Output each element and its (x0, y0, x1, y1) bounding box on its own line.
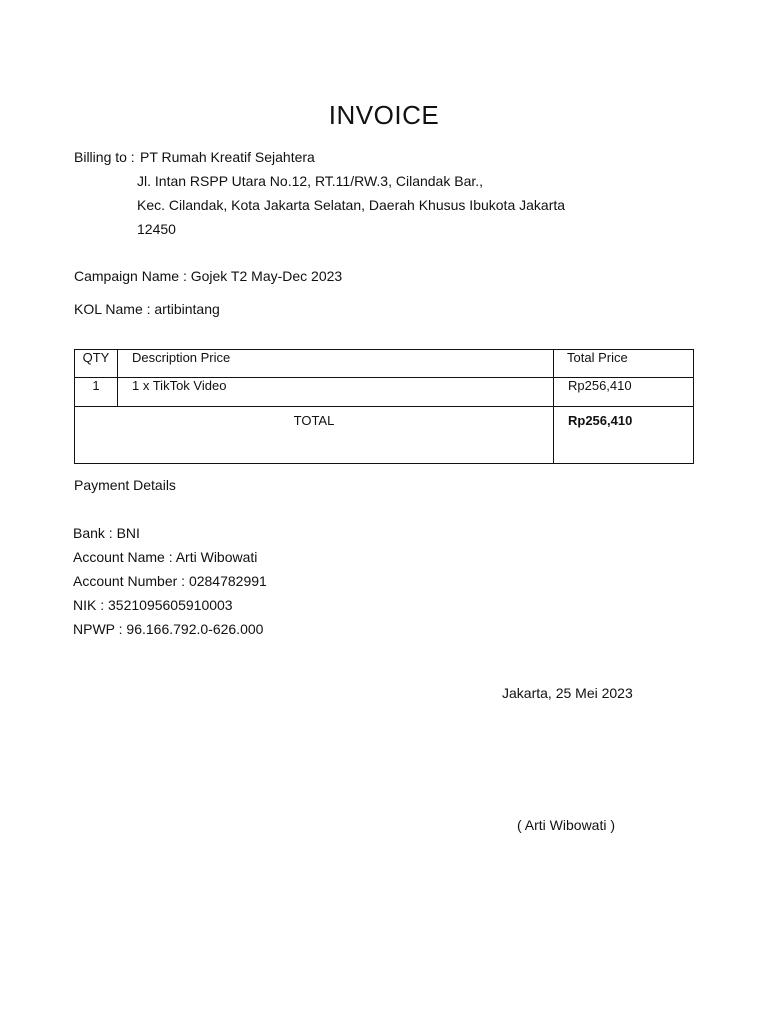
table-header-row (75, 350, 694, 378)
total-label: TOTAL (75, 407, 554, 464)
header-description: Description Price (118, 350, 554, 378)
row-total: Rp256,410 (554, 378, 694, 407)
payment-details-title: Payment Details (74, 477, 176, 493)
invoice-items-table (74, 349, 694, 464)
place-date: Jakarta, 25 Mei 2023 (502, 685, 633, 701)
table-row (75, 378, 694, 407)
header-total-price: Total Price (554, 350, 694, 378)
billing-postal-code: 12450 (137, 221, 176, 237)
total-value: Rp256,410 (554, 407, 694, 464)
signature-name: ( Arti Wibowati ) (517, 817, 616, 833)
account-number: Account Number : 0284782991 (73, 573, 267, 589)
invoice-title: INVOICE (328, 100, 440, 130)
billing-address-line: Kec. Cilandak, Kota Jakarta Selatan, Daerah Khusus Ibukota Jakarta (137, 197, 566, 213)
header-qty: QTY (75, 350, 118, 378)
billing-label: Billing to : (74, 149, 135, 165)
nik-number: NIK : 3521095605910003 (73, 597, 233, 613)
row-qty: 1 (75, 378, 118, 407)
table-total-row (75, 407, 694, 464)
npwp-number: NPWP : 96.166.792.0-626.000 (73, 621, 264, 637)
billing-company: PT Rumah Kreatif Sejahtera (140, 149, 315, 165)
campaign-name: Campaign Name : Gojek T2 May-Dec 2023 (74, 268, 343, 284)
account-name: Account Name : Arti Wibowati (73, 549, 258, 565)
kol-name: KOL Name : artibintang (74, 301, 220, 317)
billing-address-line: Jl. Intan RSPP Utara No.12, RT.11/RW.3, Cilandak Bar., (137, 173, 484, 189)
bank-name: Bank : BNI (73, 525, 140, 541)
row-description: 1 x TikTok Video (118, 378, 554, 407)
